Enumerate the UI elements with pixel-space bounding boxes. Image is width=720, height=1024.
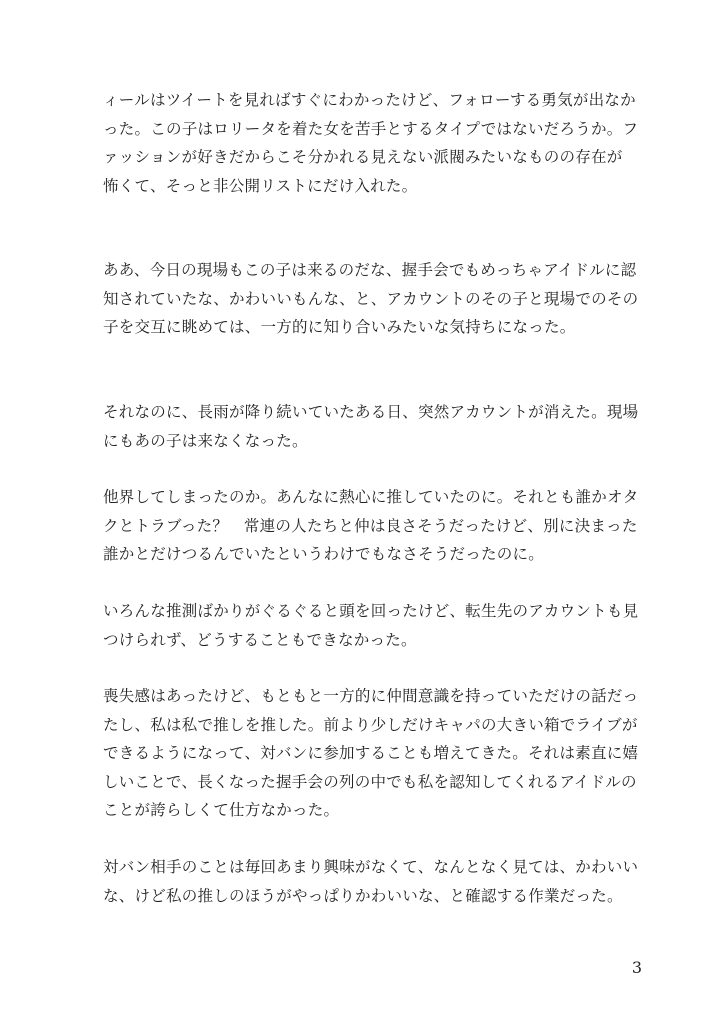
paragraph-2 xyxy=(103,256,643,342)
text-line: クとトラブった？ 常連の人たちと仲は良さそうだったけど、別に決まった xyxy=(103,516,638,535)
text-line: ことが誇らしくて仕方なかった。 xyxy=(103,801,340,819)
text-line: 他界してしまったのか。あんなに熱心に推していたのに。それとも誰かオタ xyxy=(103,488,639,506)
text-line: 子を交互に眺めては、一方的に知り合いみたいな気持ちになった。 xyxy=(103,318,576,336)
text-line: たし、私は私で推しを推した。前より少しだけキャパの大きい箱でライブが xyxy=(103,715,638,734)
text-line: 知されていたな、かわいいもんな、と、アカウントのその子と現場でのその xyxy=(103,289,639,308)
text-line: 怖くて、そっと非公開リストにだけ入れた。 xyxy=(103,176,418,195)
text-line: 喪失感はあったけど、もともと一方的に仲間意識を持っていただけの話だっ xyxy=(103,687,639,705)
paragraph-7 xyxy=(103,853,643,910)
page-number: 3 xyxy=(631,958,642,977)
text-line: いろんな推測ばかりがぐるぐると頭を回ったけど、転生先のアカウントも見 xyxy=(103,602,639,620)
paragraph-1 xyxy=(103,86,643,200)
paragraph-4 xyxy=(103,483,643,569)
text-line: った。この子はロリータを着た女を苦手とするタイプではないだろうか。フ xyxy=(103,119,639,138)
text-line: しいことで、長くなった握手会の列の中でも私を認知してくれるアイドルの xyxy=(103,772,637,791)
paragraph-6 xyxy=(103,682,643,825)
text-line: それなのに、長雨が降り続いていたある日、突然アカウントが消えた。現場 xyxy=(103,403,639,421)
text-line: ィールはツイートを見ればすぐにわかったけど、フォローする勇気が出なか xyxy=(103,91,636,109)
text-line: つけられず、どうすることもできなかった。 xyxy=(103,630,417,649)
text-line: な、けど私の推しのほうがやっぱりかわいいな、と確認する作業だった。 xyxy=(103,886,623,905)
text-line: ァッションが好きだからこそ分かれる見えない派閥みたいなものの存在が xyxy=(103,148,623,166)
text-line: ああ、今日の現場もこの子は来るのだな、握手会でもめっちゃアイドルに認 xyxy=(103,261,637,279)
text-line: にもあの子は来なくなった。 xyxy=(103,431,308,450)
text-line: できるようになって、対バンに参加することも増えてきた。それは素直に嬉 xyxy=(103,744,639,762)
paragraph-3 xyxy=(103,398,643,455)
text-line: 対バン相手のことは毎回あまり興味がなくて、なんとなく見ては、かわいい xyxy=(103,858,639,876)
paragraph-5 xyxy=(103,597,643,654)
text-line: 誰かとだけつるんでいたというわけでもなさそうだったのに。 xyxy=(103,545,545,563)
